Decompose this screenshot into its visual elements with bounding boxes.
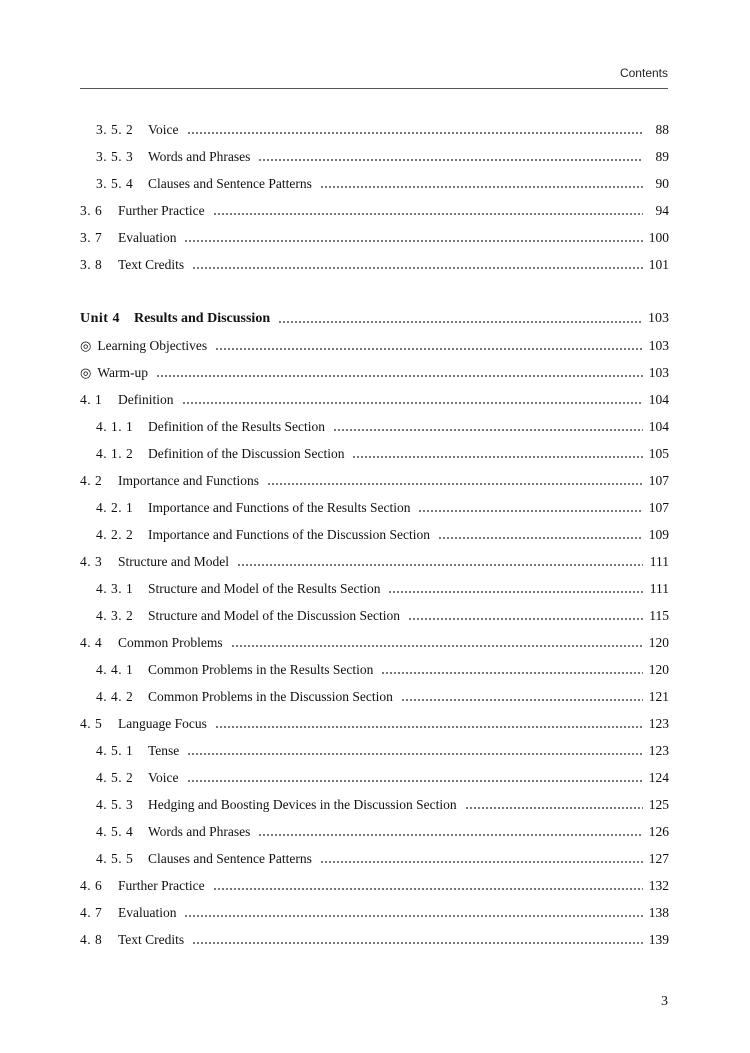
dot-leader — [408, 618, 643, 620]
toc-entry-page: 103 — [648, 311, 669, 326]
toc-entry[interactable] — [80, 818, 669, 845]
dot-leader — [237, 564, 643, 566]
page-number: 3 — [661, 994, 668, 1009]
toc-entry-title: Voice — [148, 770, 179, 785]
toc-entry-page: 107 — [648, 473, 669, 488]
toc-entry-number: 3. 6 — [80, 203, 103, 218]
toc-entry-title: Warm-up — [97, 365, 148, 380]
toc-entry-number: 4. 4. 2 — [96, 689, 134, 704]
toc-entry-title: Structure and Model of the Discussion Section — [148, 608, 400, 623]
toc-spacer — [80, 278, 669, 305]
toc-entry-title: Text Credits — [118, 932, 185, 947]
dot-leader — [184, 915, 642, 917]
dot-leader — [320, 186, 643, 188]
toc-entry-number: 3. 5. 2 — [96, 122, 134, 137]
dot-leader — [267, 483, 643, 485]
dot-leader — [213, 213, 643, 215]
toc-entry-title: Results and Discussion — [133, 311, 271, 326]
dot-leader — [418, 510, 642, 512]
toc-entry-title: Tense — [148, 743, 180, 758]
toc-entry-page: 90 — [655, 176, 669, 191]
toc-entry-page: 100 — [648, 230, 669, 245]
toc-entry-number: 4. 5. 1 — [96, 743, 134, 758]
dot-leader — [258, 159, 643, 161]
toc-entry-number: 3. 7 — [80, 230, 103, 245]
toc-entry-page: 121 — [648, 689, 669, 704]
toc-entry-title: Clauses and Sentence Patterns — [148, 176, 312, 191]
dot-leader — [156, 375, 643, 377]
toc-entry-page: 123 — [648, 743, 669, 758]
double-circle-bullet-icon: ◎ — [80, 365, 92, 380]
toc-entry-title: Evaluation — [118, 905, 177, 920]
toc-entry[interactable] — [80, 440, 669, 467]
toc-entry-title: Common Problems in the Discussion Section — [148, 689, 393, 704]
toc-entry-number: 3. 5. 4 — [96, 176, 134, 191]
table-of-contents — [80, 116, 669, 953]
toc-entry-number: 4. 5. 2 — [96, 770, 134, 785]
toc-entry-page: 101 — [648, 257, 669, 272]
toc-entry-number: 4. 5. 4 — [96, 824, 134, 839]
toc-entry[interactable] — [80, 251, 669, 278]
toc-entry-title: Importance and Functions of the Results Section — [148, 500, 411, 515]
toc-entry-number: 4. 5. 5 — [96, 851, 134, 866]
toc-entry-title: Language Focus — [118, 716, 207, 731]
header-divider — [80, 88, 668, 89]
toc-entry-number: 4. 2. 1 — [96, 500, 134, 515]
running-header-title: Contents — [619, 66, 668, 80]
toc-entry-page: 125 — [648, 797, 669, 812]
dot-leader — [333, 429, 643, 431]
toc-entry-number: 4. 6 — [80, 878, 103, 893]
toc-entry-title: Definition — [118, 392, 174, 407]
toc-entry[interactable] — [80, 845, 669, 872]
toc-entry-page: 139 — [648, 932, 669, 947]
toc-entry[interactable] — [80, 116, 669, 143]
dot-leader — [381, 672, 642, 674]
toc-entry[interactable] — [80, 467, 669, 494]
toc-entry-number: 4. 3. 1 — [96, 581, 134, 596]
dot-leader — [187, 780, 643, 782]
toc-entry-number: 4. 1. 1 — [96, 419, 134, 434]
dot-leader — [278, 321, 642, 323]
toc-entry-page: 138 — [648, 905, 669, 920]
toc-unit-heading[interactable] — [80, 305, 669, 332]
toc-entry-number: 4. 7 — [80, 905, 103, 920]
dot-leader — [215, 348, 643, 350]
toc-entry[interactable] — [80, 575, 669, 602]
double-circle-bullet-icon: ◎ — [80, 338, 92, 353]
toc-entry-page: 124 — [648, 770, 669, 785]
dot-leader — [352, 456, 642, 458]
dot-leader — [215, 726, 643, 728]
toc-entry-page: 120 — [648, 635, 669, 650]
toc-entry[interactable] — [80, 710, 669, 737]
toc-entry-page: 105 — [648, 446, 669, 461]
toc-entry[interactable] — [80, 764, 669, 791]
toc-entry-number: 4. 2 — [80, 473, 103, 488]
toc-entry-title: Structure and Model — [118, 554, 229, 569]
dot-leader — [231, 645, 643, 647]
dot-leader — [401, 699, 643, 701]
toc-entry-page: 107 — [648, 500, 669, 515]
toc-entry-number: 4. 5. 3 — [96, 797, 134, 812]
dot-leader — [438, 537, 643, 539]
toc-entry-number: 4. 3 — [80, 554, 103, 569]
dot-leader — [465, 807, 643, 809]
toc-entry-page: 111 — [649, 581, 669, 596]
toc-entry-title: Common Problems — [118, 635, 223, 650]
toc-entry-page: 94 — [655, 203, 669, 218]
toc-entry[interactable] — [80, 629, 669, 656]
toc-entry-title: Text Credits — [118, 257, 185, 272]
toc-entry-number: 4. 8 — [80, 932, 103, 947]
toc-entry-number: 4. 2. 2 — [96, 527, 134, 542]
toc-entry-number: 4. 3. 2 — [96, 608, 134, 623]
toc-entry-page: 89 — [655, 149, 669, 164]
toc-entry-page: 127 — [648, 851, 669, 866]
dot-leader — [320, 861, 643, 863]
toc-entry-page: 115 — [649, 608, 669, 623]
toc-entry-title: Voice — [148, 122, 179, 137]
toc-entry-number: 3. 5. 3 — [96, 149, 134, 164]
toc-entry-page: 88 — [655, 122, 669, 137]
toc-entry-page: 132 — [648, 878, 669, 893]
toc-entry-page: 109 — [648, 527, 669, 542]
toc-entry-title: Definition of the Discussion Section — [148, 446, 345, 461]
toc-entry[interactable] — [80, 737, 669, 764]
toc-entry[interactable] — [80, 332, 669, 359]
toc-entry[interactable] — [80, 899, 669, 926]
toc-entry-page: 123 — [648, 716, 669, 731]
toc-entry-number: 4. 4. 1 — [96, 662, 134, 677]
toc-entry[interactable] — [80, 170, 669, 197]
dot-leader — [388, 591, 643, 593]
toc-entry-page: 111 — [649, 554, 669, 569]
toc-entry-title: Definition of the Results Section — [148, 419, 325, 434]
toc-entry-title: Importance and Functions of the Discussion Section — [148, 527, 430, 542]
toc-entry-title: Hedging and Boosting Devices in the Discussion Section — [148, 797, 457, 812]
toc-entry-number: 4. 5 — [80, 716, 103, 731]
toc-entry[interactable] — [80, 872, 669, 899]
toc-entry-title: Further Practice — [118, 203, 205, 218]
toc-entry-page: 120 — [648, 662, 669, 677]
toc-entry-page: 104 — [648, 419, 669, 434]
dot-leader — [192, 267, 643, 269]
dot-leader — [187, 753, 642, 755]
toc-entry-number: Unit 4 — [80, 311, 120, 326]
toc-entry[interactable] — [80, 683, 669, 710]
toc-entry[interactable] — [80, 143, 669, 170]
toc-entry-page: 103 — [648, 365, 669, 380]
dot-leader — [192, 942, 643, 944]
toc-entry-number: 4. 4 — [80, 635, 103, 650]
dot-leader — [258, 834, 642, 836]
dot-leader — [187, 132, 644, 134]
toc-entry-title: Common Problems in the Results Section — [148, 662, 374, 677]
toc-entry-number: 3. 8 — [80, 257, 103, 272]
toc-entry[interactable] — [80, 494, 669, 521]
toc-entry-page: 103 — [648, 338, 669, 353]
toc-entry[interactable] — [80, 602, 669, 629]
toc-entry[interactable] — [80, 656, 669, 683]
toc-entry[interactable] — [80, 413, 669, 440]
toc-entry-number: 4. 1 — [80, 392, 103, 407]
toc-entry-title: Importance and Functions — [118, 473, 259, 488]
toc-entry-title: Structure and Model of the Results Section — [148, 581, 381, 596]
toc-entry-title: Evaluation — [118, 230, 177, 245]
dot-leader — [182, 402, 643, 404]
dot-leader — [213, 888, 643, 890]
toc-entry-title: Words and Phrases — [148, 149, 251, 164]
toc-entry[interactable] — [80, 791, 669, 818]
toc-entry[interactable] — [80, 197, 669, 224]
toc-entry[interactable] — [80, 386, 669, 413]
toc-entry-page: 126 — [648, 824, 669, 839]
toc-entry[interactable] — [80, 224, 669, 251]
toc-entry[interactable] — [80, 548, 669, 575]
toc-entry[interactable] — [80, 926, 669, 953]
dot-leader — [184, 240, 642, 242]
toc-entry-title: Further Practice — [118, 878, 205, 893]
toc-entry[interactable] — [80, 359, 669, 386]
toc-entry-title: Learning Objectives — [97, 338, 208, 353]
toc-entry[interactable] — [80, 521, 669, 548]
toc-entry-title: Clauses and Sentence Patterns — [148, 851, 312, 866]
toc-entry-title: Words and Phrases — [148, 824, 251, 839]
toc-entry-page: 104 — [648, 392, 669, 407]
toc-entry-number: 4. 1. 2 — [96, 446, 134, 461]
